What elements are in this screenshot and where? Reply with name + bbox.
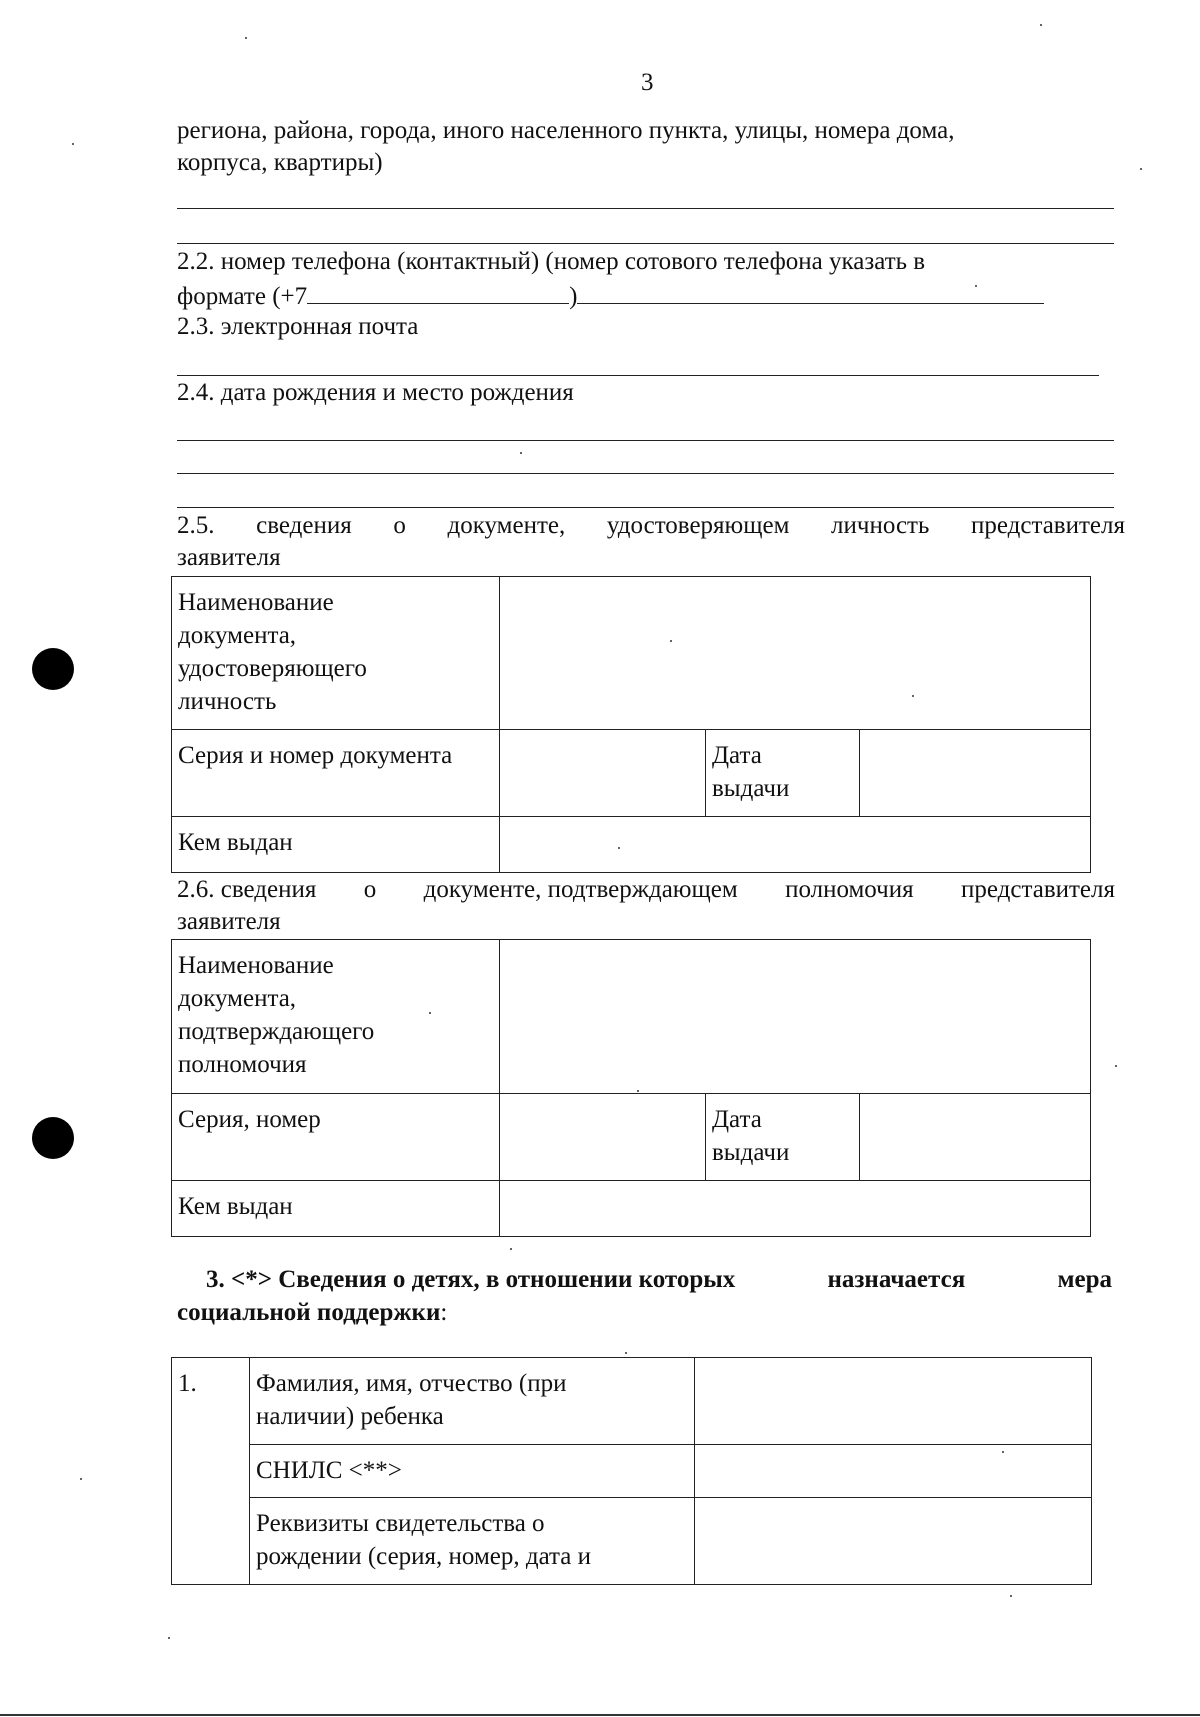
word: документе, <box>447 512 566 539</box>
scan-speck <box>625 1352 627 1354</box>
identity-issued-by-value[interactable] <box>500 817 1091 873</box>
word: 2.5. <box>177 512 215 539</box>
authority-doc-name-value[interactable] <box>500 940 1091 1094</box>
authority-issued-by-value[interactable] <box>500 1181 1091 1237</box>
birth-fill-line-2[interactable] <box>177 473 1114 474</box>
birth-label: 2.4. дата рождения и место рождения <box>177 379 574 406</box>
identity-series-label: Серия и номер документа <box>178 742 453 769</box>
scan-speck <box>1115 1065 1117 1067</box>
section-2-6-heading-line-2: заявителя <box>177 908 281 935</box>
identity-document-table <box>171 576 1091 873</box>
word: назначается <box>827 1266 966 1293</box>
section-2-5-heading-line-1 <box>177 511 1125 541</box>
child-snils-label-cell <box>250 1445 695 1498</box>
address-fill-line-2[interactable] <box>177 243 1114 244</box>
phone-prefix: формате (+7 <box>177 283 308 310</box>
section-3-heading-line-2 <box>177 1298 447 1328</box>
word: представителя <box>971 512 1125 539</box>
word: о <box>363 876 377 903</box>
child-row-number-cell <box>172 1358 250 1585</box>
child-snils-value[interactable] <box>695 1445 1092 1498</box>
birth-fill-line-3[interactable] <box>177 507 1114 508</box>
child-name-label-cell <box>250 1358 695 1445</box>
identity-issue-date-label-cell <box>706 730 860 817</box>
scan-speck <box>168 1637 170 1639</box>
section-3-heading-text: социальной поддержки <box>177 1299 441 1326</box>
word: удостоверяющем <box>606 512 790 539</box>
identity-series-value[interactable] <box>500 730 706 817</box>
birth-fill-line-1[interactable] <box>177 440 1114 441</box>
authority-issued-by-label: Кем выдан <box>178 1193 293 1220</box>
phone-number-field[interactable] <box>577 279 1044 304</box>
word: документе, подтверждающем <box>423 876 738 903</box>
scan-speck <box>1040 24 1042 26</box>
identity-series-label-cell <box>172 730 500 817</box>
identity-doc-name-value[interactable] <box>500 577 1091 730</box>
child-snils-label: СНИЛС <**> <box>256 1457 402 1484</box>
authority-issued-by-label-cell <box>172 1181 500 1237</box>
section-2-6-heading-line-1 <box>177 875 1115 905</box>
email-label: 2.3. электронная почта <box>177 313 419 340</box>
child-name-value[interactable] <box>695 1358 1092 1445</box>
word: полномочия <box>785 876 914 903</box>
word: представителя <box>961 876 1115 903</box>
scan-speck <box>245 37 247 39</box>
punch-hole-top <box>32 648 74 690</box>
word: 2.6. сведения <box>177 876 317 903</box>
scan-speck <box>72 143 74 145</box>
scan-speck <box>1010 1595 1012 1597</box>
identity-doc-name-label-cell <box>172 577 500 730</box>
word: мера <box>1057 1266 1112 1293</box>
address-line-2: корпуса, квартиры) <box>177 149 383 176</box>
authority-doc-name-label-cell <box>172 940 500 1094</box>
scan-bottom-edge <box>0 1714 1200 1716</box>
child-birth-cert-label: Реквизиты свидетельства о рождении (серия, номер, дата и <box>256 1510 591 1570</box>
word: о <box>393 512 406 539</box>
section-3-heading-line-1 <box>206 1265 1112 1295</box>
scan-speck <box>520 452 522 454</box>
child-birth-cert-label-cell <box>250 1498 695 1585</box>
identity-issue-date-value[interactable] <box>860 730 1091 817</box>
punch-hole-bottom <box>32 1117 74 1159</box>
word: личность <box>831 512 930 539</box>
identity-issued-by-label-cell <box>172 817 500 873</box>
phone-label: 2.2. номер телефона (контактный) (номер сотового телефона указать в <box>177 248 926 275</box>
authority-issue-date-value[interactable] <box>860 1094 1091 1181</box>
identity-doc-name-label: Наименование документа, удостоверяющего личность <box>178 589 367 715</box>
child-name-label: Фамилия, имя, отчество (при наличии) ребенка <box>256 1370 567 1430</box>
section-2-5-heading-line-2: заявителя <box>177 544 281 571</box>
authority-series-value[interactable] <box>500 1094 706 1181</box>
authority-doc-name-label: Наименование документа, подтверждающего полномочия <box>178 952 375 1078</box>
page-number: 3 <box>641 69 654 96</box>
address-fill-line-1[interactable] <box>177 208 1114 209</box>
authority-series-label: Серия, номер <box>178 1106 321 1133</box>
word: 3. <*> Сведения о детях, в отношении которых <box>206 1266 736 1293</box>
authority-issue-date-label: Дата выдачи <box>712 1106 790 1166</box>
authority-issue-date-label-cell <box>706 1094 860 1181</box>
scan-speck <box>80 1478 82 1480</box>
section-3-heading-colon: : <box>440 1299 448 1326</box>
scan-speck <box>510 1248 512 1250</box>
children-table <box>171 1357 1092 1585</box>
phone-close-paren: ) <box>569 283 578 310</box>
phone-format-row <box>177 279 1044 312</box>
identity-issue-date-label: Дата выдачи <box>712 742 790 802</box>
address-line-1: региона, района, города, иного населенного пункта, улицы, номера дома, <box>177 117 955 144</box>
authority-document-table <box>171 939 1091 1237</box>
child-row-number: 1. <box>178 1370 197 1397</box>
child-birth-cert-value[interactable] <box>695 1498 1092 1585</box>
word: сведения <box>256 512 352 539</box>
identity-issued-by-label: Кем выдан <box>178 829 293 856</box>
scan-speck <box>1140 168 1142 170</box>
email-fill-line[interactable] <box>177 375 1099 376</box>
phone-code-field[interactable] <box>307 279 569 304</box>
authority-series-label-cell <box>172 1094 500 1181</box>
